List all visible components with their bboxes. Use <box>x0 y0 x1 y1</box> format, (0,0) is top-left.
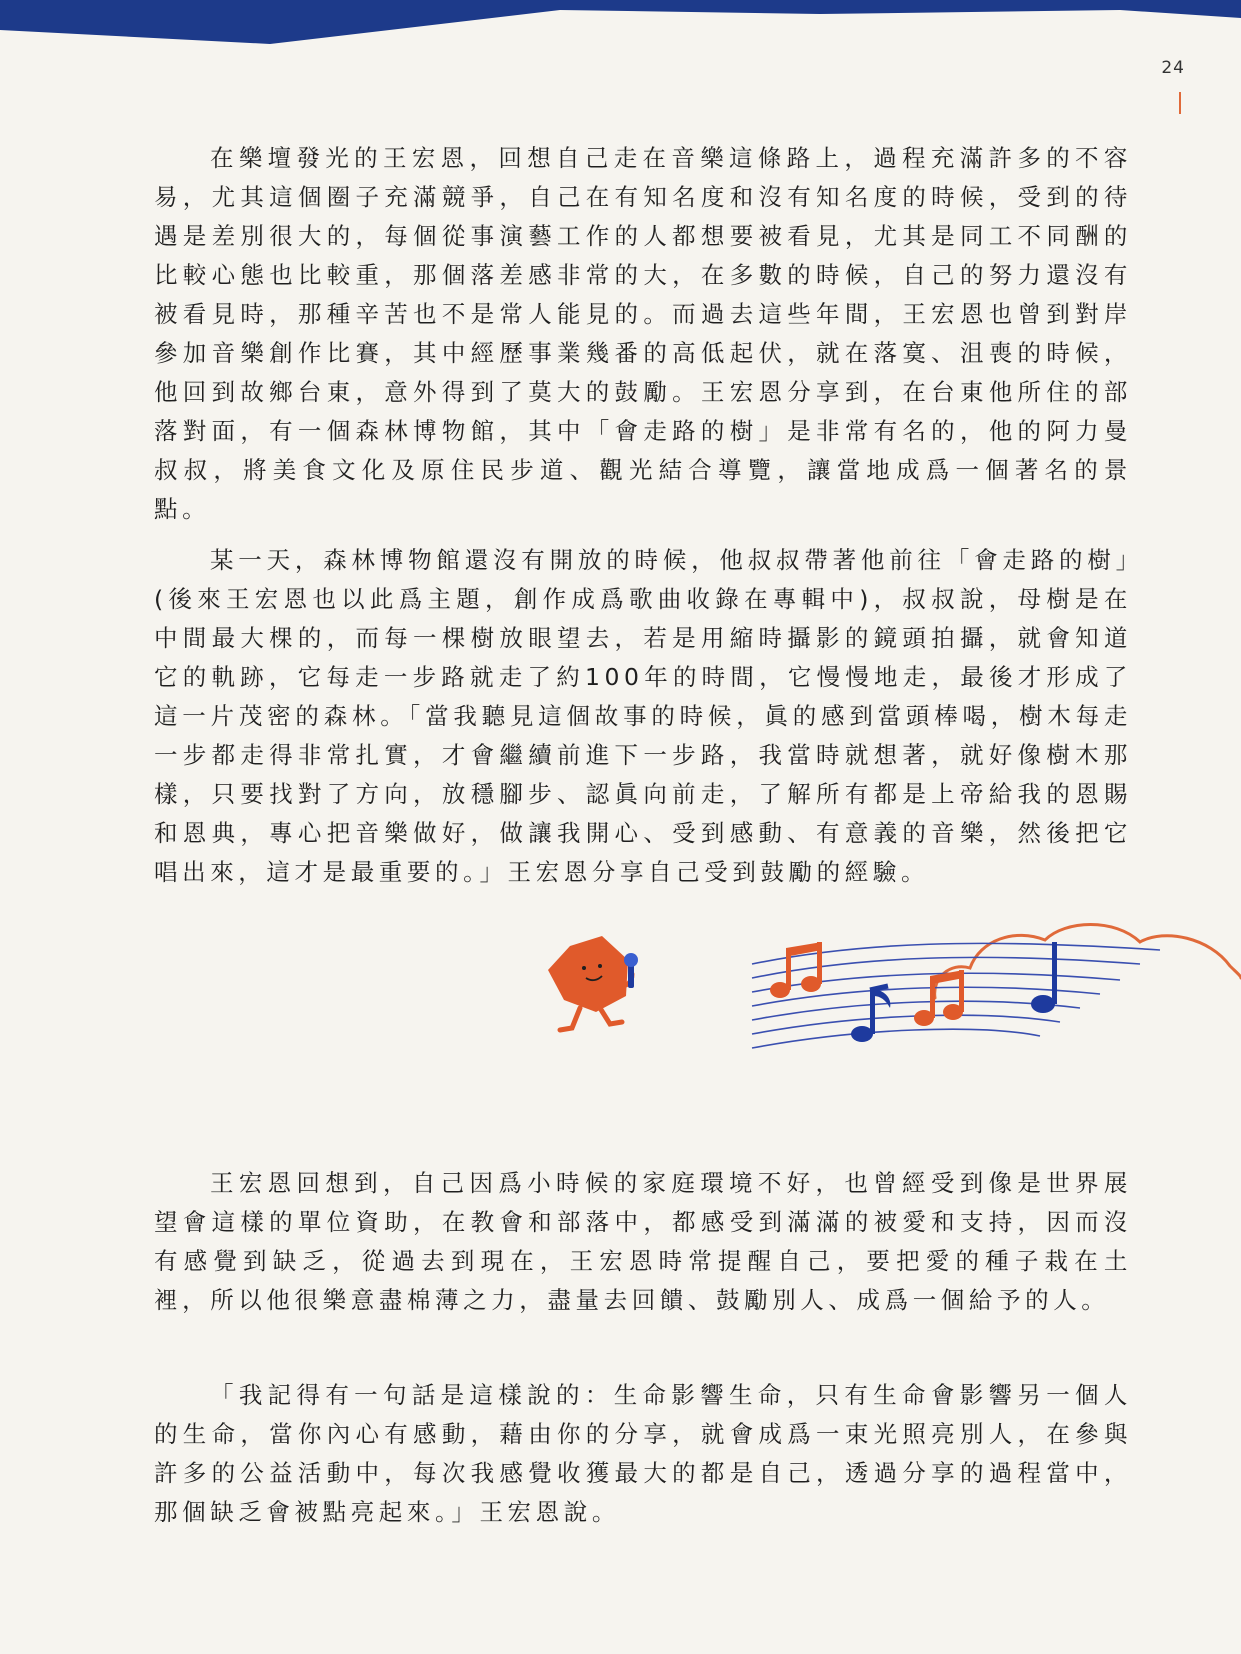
article-paragraph-2: 某一天，森林博物館還沒有開放的時候，他叔叔帶著他前往「會走路的樹」(後來王宏恩也以此爲主題，創作成爲歌曲收錄在專輯中)，叔叔說，母樹是在中間最大棵的，而每一棵樹放眼望去，若是用縮時攝影的鏡頭拍攝，就會知道它的軌跡，它每走一步路就走了約100年的時間，它慢慢地走，最後才形成了這一片茂密的森林。「當我聽見這個故事的時候，眞的感到當頭棒喝，樹木每走一步都走得非常扎實，才會繼續前進下一步路，我當時就想著，就好像樹木那樣，只要找對了方向，放穩腳步、認眞向前走，了解所有都是上帝給我的恩賜和恩典，專心把音樂做好，做讓我開心、受到感動、有意義的音樂，然後把它唱出來，這才是最重要的。」王宏恩分享自己受到鼓勵的經驗。 <box>154 546 1132 886</box>
music-illustration <box>540 920 1241 1110</box>
hexagon-singer-character <box>548 936 632 1030</box>
top-banner <box>0 0 1241 60</box>
article-paragraph-4: 「我記得有一句話是這樣說的：生命影響生命，只有生命會影響另一個人的生命，當你內心有感動，藉由你的分享，就會成爲一束光照亮別人，在參與許多的公益活動中，每次我感覺收獲最大的都是自己，透過分享的過程當中，那個缺乏會被點亮起來。」王宏恩說。 <box>154 1381 1132 1526</box>
article-paragraph-1: 在樂壇發光的王宏恩，回想自己走在音樂這條路上，過程充滿許多的不容易，尤其這個圈子充滿競爭，自己在有知名度和沒有知名度的時候，受到的待遇是差別很大的，每個從事演藝工作的人都想要被看見，尤其是同工不同酬的比較心態也比較重，那個落差感非常的大，在多數的時候，自己的努力還沒有被看見時，那種辛苦也不是常人能見的。而過去這些年間，王宏恩也曾到對岸參加音樂創作比賽，其中經歷事業幾番的高低起伏，就在落寞、沮喪的時候，他回到故鄉台東，意外得到了莫大的鼓勵。王宏恩分享到，在台東他所住的部落對面，有一個森林博物館，其中「會走路的樹」是非常有名的，他的阿力曼叔叔，將美食文化及原住民步道、觀光結合導覽，讓當地成爲一個著名的景點。 <box>154 144 1132 523</box>
article-paragraph-3: 王宏恩回想到，自己因爲小時候的家庭環境不好，也曾經受到像是世界展望會這樣的單位資助，在教會和部落中，都感受到滿滿的被愛和支持，因而沒有感覺到缺乏，從過去到現在，王宏恩時常提醒自己，要把愛的種子栽在土裡，所以他很樂意盡棉薄之力，盡量去回饋、鼓勵別人、成爲一個給予的人。 <box>154 1169 1132 1314</box>
page-number: 24 <box>1161 58 1185 78</box>
music-staff-lines <box>752 943 1160 1048</box>
page-number-tick <box>1179 92 1181 114</box>
